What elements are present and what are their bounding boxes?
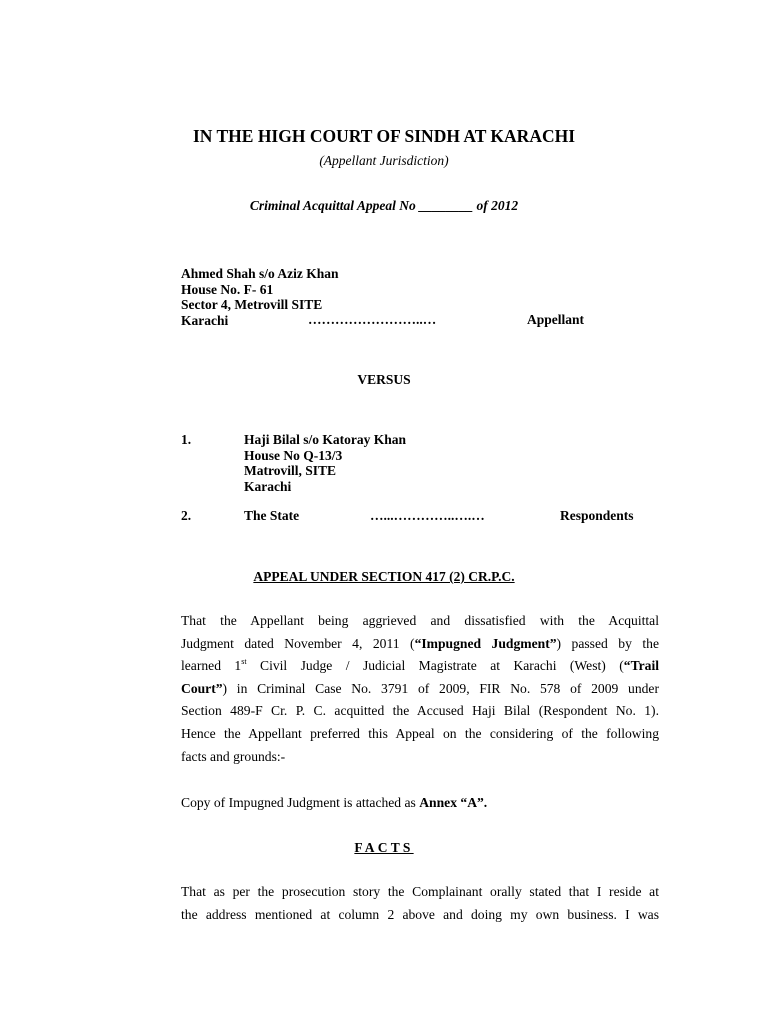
appellant-name: Ahmed Shah s/o Aziz Khan [181,266,339,281]
appellant-dots: ……………………..… [308,312,437,327]
intro-paragraph [181,610,659,768]
jurisdiction-subtitle: (Appellant Jurisdiction) [319,153,449,168]
facts-paragraph [181,881,659,926]
respondent-1-name: Haji Bilal s/o Katoray Khan [244,432,407,447]
respondent-1-house: House No Q-13/3 [244,447,343,463]
respondent-1-area: Matrovill, SITE [244,463,337,478]
respondent-2-name: The State [244,508,300,523]
respondent-1-number: 1. [181,432,192,447]
court-title: IN THE HIGH COURT OF SINDH AT KARACHI [192,126,576,146]
appellant-house: House No. F- 61 [181,281,274,297]
intro-line-6: Hence the Appellant preferred this Appeal on the considering of the following [181,725,659,741]
appellant-city: Karachi [181,312,229,328]
intro-line-3: learned 1st Civil Judge / Judicial Magistrate at Karachi (West) (“Trail [181,657,660,674]
annex-reference: Copy of Impugned Judgment is attached as Annex “A”. [181,795,488,810]
facts-heading: FACTS [354,840,414,855]
facts-line-1: That as per the prosecution story the Complainant orally stated that I reside at [181,884,659,899]
appellant-role: Appellant [527,312,585,327]
respondent-1-city: Karachi [244,478,292,494]
respondents-role: Respondents [560,508,634,523]
respondent-2-dots: …...…………..….… [370,508,485,523]
intro-line-7: facts and grounds:- [181,748,286,764]
respondent-2-number: 2. [181,508,192,523]
appeal-heading: APPEAL UNDER SECTION 417 (2) CR.P.C. [253,569,515,584]
facts-line-2: the address mentioned at column 2 above and doing my own business. I was [181,906,659,922]
intro-line-1: That the Appellant being aggrieved and dissatisfied with the Acquittal [181,613,659,628]
respondent-1-address [244,432,406,494]
intro-line-2: Judgment dated November 4, 2011 (“Impugned Judgment”) passed by the [181,635,659,651]
versus-heading: VERSUS [357,372,411,387]
intro-line-4: Court”) in Criminal Case No. 3791 of 2009, FIR No. 578 of 2009 under [181,680,659,696]
appeal-number: Criminal Acquittal Appeal No ________ of 2012 [249,198,519,213]
intro-line-5: Section 489-F Cr. P. C. acquitted the Accused Haji Bilal (Respondent No. 1). [181,703,659,719]
appellant-sector: Sector 4, Metrovill SITE [181,297,323,312]
